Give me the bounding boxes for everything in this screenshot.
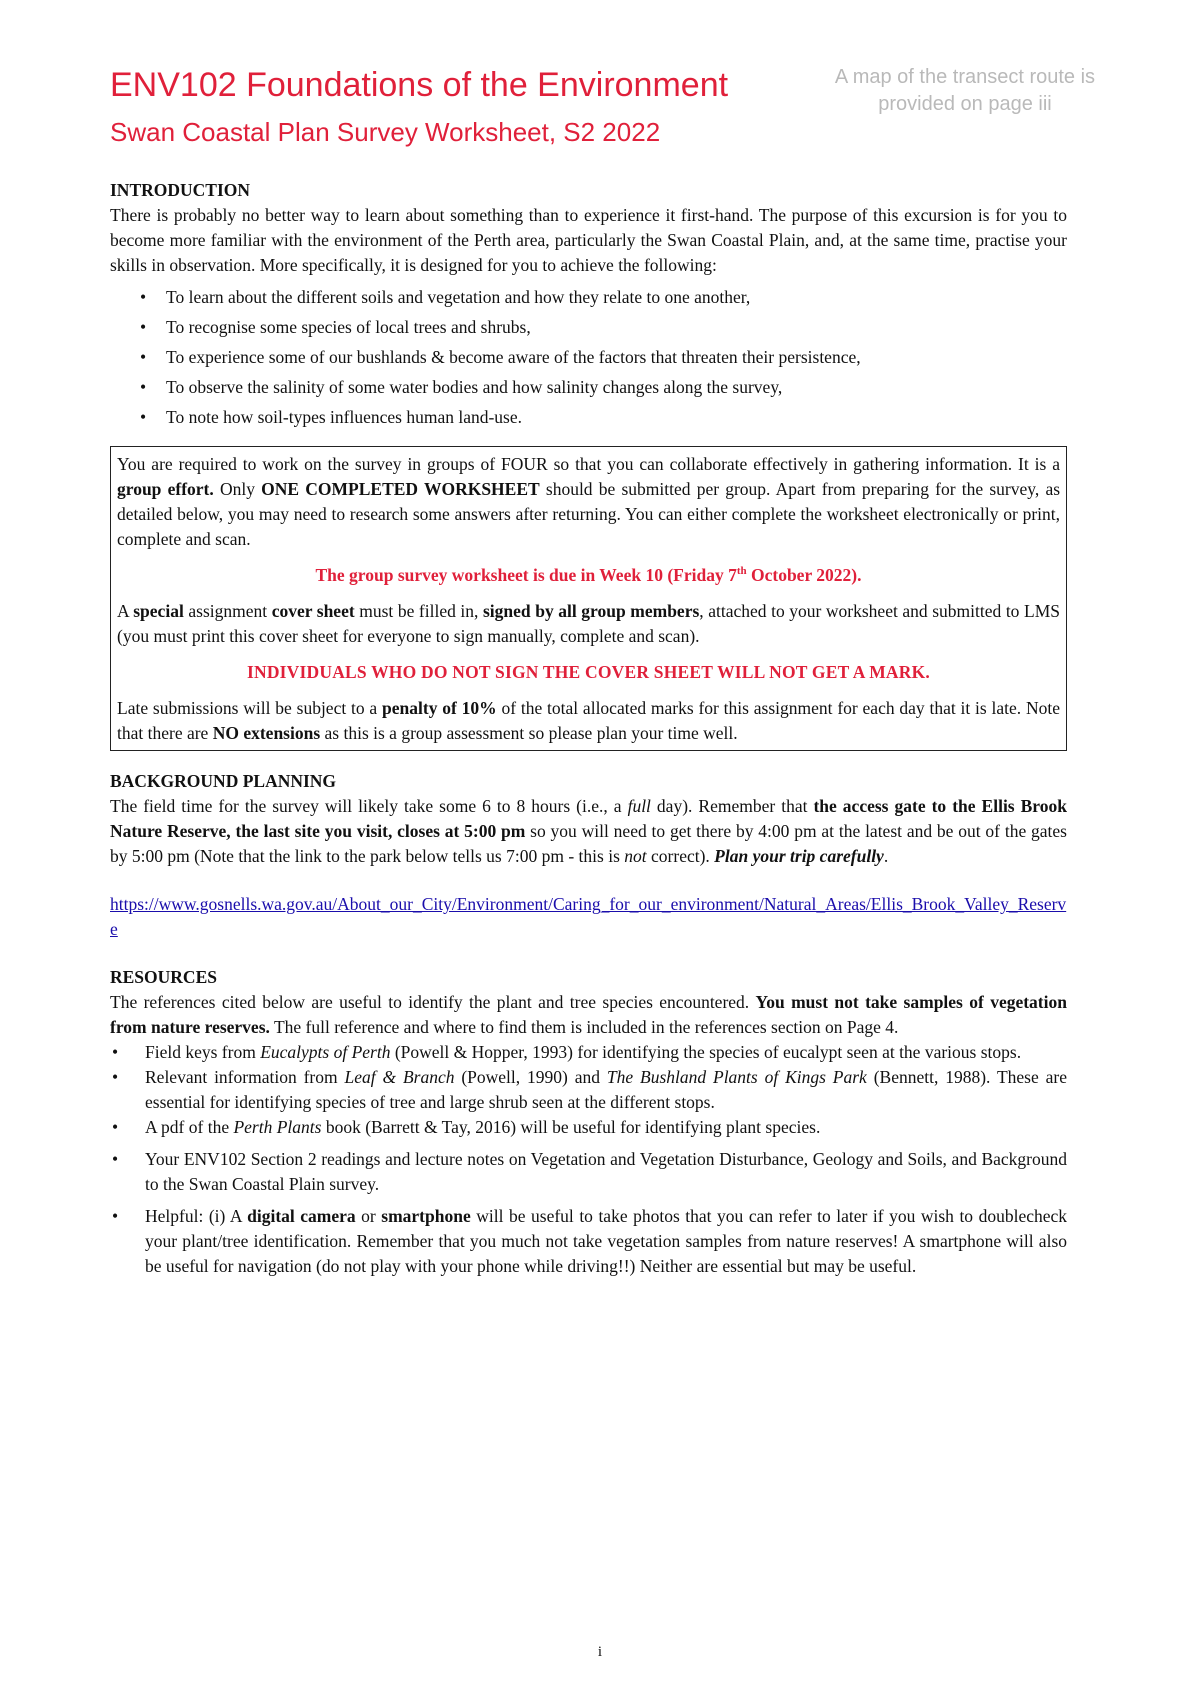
text-run: . <box>883 846 889 866</box>
resources-list <box>110 1040 1067 1279</box>
text-run: (Powell, 1990) and <box>454 1067 607 1087</box>
cover-sheet-paragraph <box>117 599 1060 649</box>
document-subtitle: Swan Coastal Plan Survey Worksheet, S2 2022 <box>110 117 661 147</box>
text-run: penalty of 10% <box>382 698 497 718</box>
text-run: The Bushland Plants of Kings Park <box>606 1067 867 1087</box>
text-run: A <box>117 601 134 621</box>
text-run: smartphone <box>381 1206 471 1226</box>
text-run: The references cited below are useful to identify the plant and tree species encountered. <box>110 992 756 1012</box>
text-run: Relevant information from <box>145 1067 345 1087</box>
text-run: , attached to your worksheet and submitted to LMS (you must print this cover sheet for everyone to sign manually, complete and scan). <box>117 601 1060 646</box>
text-run: Plan your trip carefully <box>714 846 884 866</box>
resources-section <box>110 965 1067 1279</box>
list-item <box>110 1040 1067 1065</box>
list-item: • To experience some of our bushlands & become aware of the factors that threaten their persistence, <box>110 342 1067 372</box>
group-requirement-paragraph <box>117 452 1060 552</box>
ellis-brook-reserve-link[interactable]: https://www.gosnells.wa.gov.au/About_our_City/Environment/Caring_for_our_environment/Natural_Areas/Ellis_Brook_Valley_Reserve <box>110 894 1067 939</box>
text-run: or <box>355 1206 382 1226</box>
list-item: • To observe the salinity of some water bodies and how salinity changes along the survey, <box>110 372 1067 402</box>
intro-objectives-list <box>110 282 1067 432</box>
resources-paragraph <box>110 990 1067 1040</box>
text-run: You must not take samples of vegetation from nature reserves. <box>110 992 1067 1037</box>
intro-heading: INTRODUCTION <box>110 180 251 200</box>
text-run: cover sheet <box>271 601 355 621</box>
text-run: Field keys from <box>145 1042 261 1062</box>
cover-sheet-warning: INDIVIDUALS WHO DO NOT SIGN THE COVER SHEET WILL NOT GET A MARK. <box>246 662 930 682</box>
text-run: correct). <box>646 846 715 866</box>
text-run: so you will need to get there by 4:00 pm at the latest and be out of the gates by 5:00 pm (Note that the link to the park below tells us 7:00 pm - this is <box>110 821 1067 866</box>
requirements-box <box>110 446 1067 751</box>
list-item <box>110 1065 1067 1115</box>
document-title: ENV102 Foundations of the Environment <box>110 66 729 104</box>
text-run: Eucalypts of Perth <box>260 1042 391 1062</box>
text-run: special <box>133 601 184 621</box>
text-run: book (Barrett & Tay, 2016) will be useful for identifying plant species. <box>321 1117 821 1137</box>
planning-heading: BACKGROUND PLANNING <box>110 771 337 791</box>
due-date-notice <box>117 563 1060 588</box>
text-run: A pdf of the <box>145 1117 234 1137</box>
intro-paragraph: There is probably no better way to learn about something than to experience it first-hand. The purpose of this excursion is for you to become more familiar with the environment of the Perth area, particularly the Swan Coastal Plain, and, at the same time, practise your skills in observation. More specifically, it is designed for you to achieve the following: <box>110 205 1067 275</box>
text-run: Leaf & Branch <box>344 1067 455 1087</box>
text-run: The full reference and where to find them is included in the references section on Page 4. <box>269 1017 899 1037</box>
list-item: • To learn about the different soils and vegetation and how they relate to one another, <box>110 282 1067 312</box>
text-run: You are required to work on the survey in groups of FOUR so that you can collaborate effectively in gathering information. It is a <box>117 454 1060 474</box>
list-item: • To recognise some species of local trees and shrubs, <box>110 312 1067 342</box>
planning-paragraph <box>110 794 1067 869</box>
text-run: should be submitted per group. Apart from preparing for the survey, as detailed below, you may need to research some answers after returning. You can either complete the worksheet electronically or print, complete and scan. <box>117 479 1061 549</box>
text-run: Helpful: (i) A <box>145 1206 248 1226</box>
text-run: The field time for the survey will likely take some 6 to 8 hours (i.e., a <box>110 796 628 816</box>
text-run: day). Remember that <box>650 796 814 816</box>
text-run: (Powell & Hopper, 1993) for identifying the species of eucalypt seen at the various stops. <box>390 1042 1022 1062</box>
text-run: the access gate to the Ellis Brook Nature Reserve, the last site you visit, closes at 5:00 pm <box>110 796 1067 841</box>
text-run: Perth Plants <box>233 1117 322 1137</box>
page-number: i <box>597 1644 603 1660</box>
text-run: of the total allocated marks for this assignment for each day that it is late. Note that there are <box>117 698 1060 743</box>
list-item: • To note how soil-types influences human land-use. <box>110 402 1067 432</box>
document-body <box>110 178 1067 1279</box>
list-item: • Your ENV102 Section 2 readings and lecture notes on Vegetation and Vegetation Disturbance, Geology and Soils, and Background to the Swan Coastal Plain survey. <box>110 1147 1067 1197</box>
text-run: th <box>736 565 747 578</box>
text-run: ONE COMPLETED WORKSHEET <box>261 479 540 499</box>
text-run: will be useful to take photos that you can refer to later if you wish to doublecheck your plant/tree identification. Remember that you much not take vegetation samples from nature reserves! A smartphone will also be useful for navigation (do not play with your phone while driving!!) Neither are essential but may be useful. <box>145 1206 1068 1276</box>
list-item <box>110 1204 1067 1279</box>
resources-heading: RESOURCES <box>110 967 217 987</box>
text-run: signed by all group members <box>482 601 700 621</box>
text-run: The group survey worksheet is due in Week 10 (Friday 7 <box>315 565 737 585</box>
text-run: (Bennett, 1988). These are essential for identifying species of tree and large shrub seen at the different stops. <box>145 1067 1067 1112</box>
list-item <box>110 1115 1067 1140</box>
text-run: October 2022). <box>746 565 862 585</box>
text-run: full <box>627 796 651 816</box>
text-run: as this is a group assessment so please plan your time well. <box>320 723 738 743</box>
text-run: not <box>624 846 647 866</box>
text-run: group effort. <box>117 479 214 499</box>
text-run: Late submissions will be subject to a <box>117 698 383 718</box>
text-run: NO extensions <box>212 723 321 743</box>
text-run: Only <box>213 479 262 499</box>
text-run: must be filled in, <box>354 601 483 621</box>
text-run: assignment <box>183 601 272 621</box>
late-submission-paragraph <box>117 696 1060 746</box>
planning-section <box>110 769 1067 942</box>
text-run: digital camera <box>247 1206 356 1226</box>
park-link-paragraph <box>110 892 1067 942</box>
map-note: A map of the transect route is provided on page iii <box>834 66 1096 115</box>
